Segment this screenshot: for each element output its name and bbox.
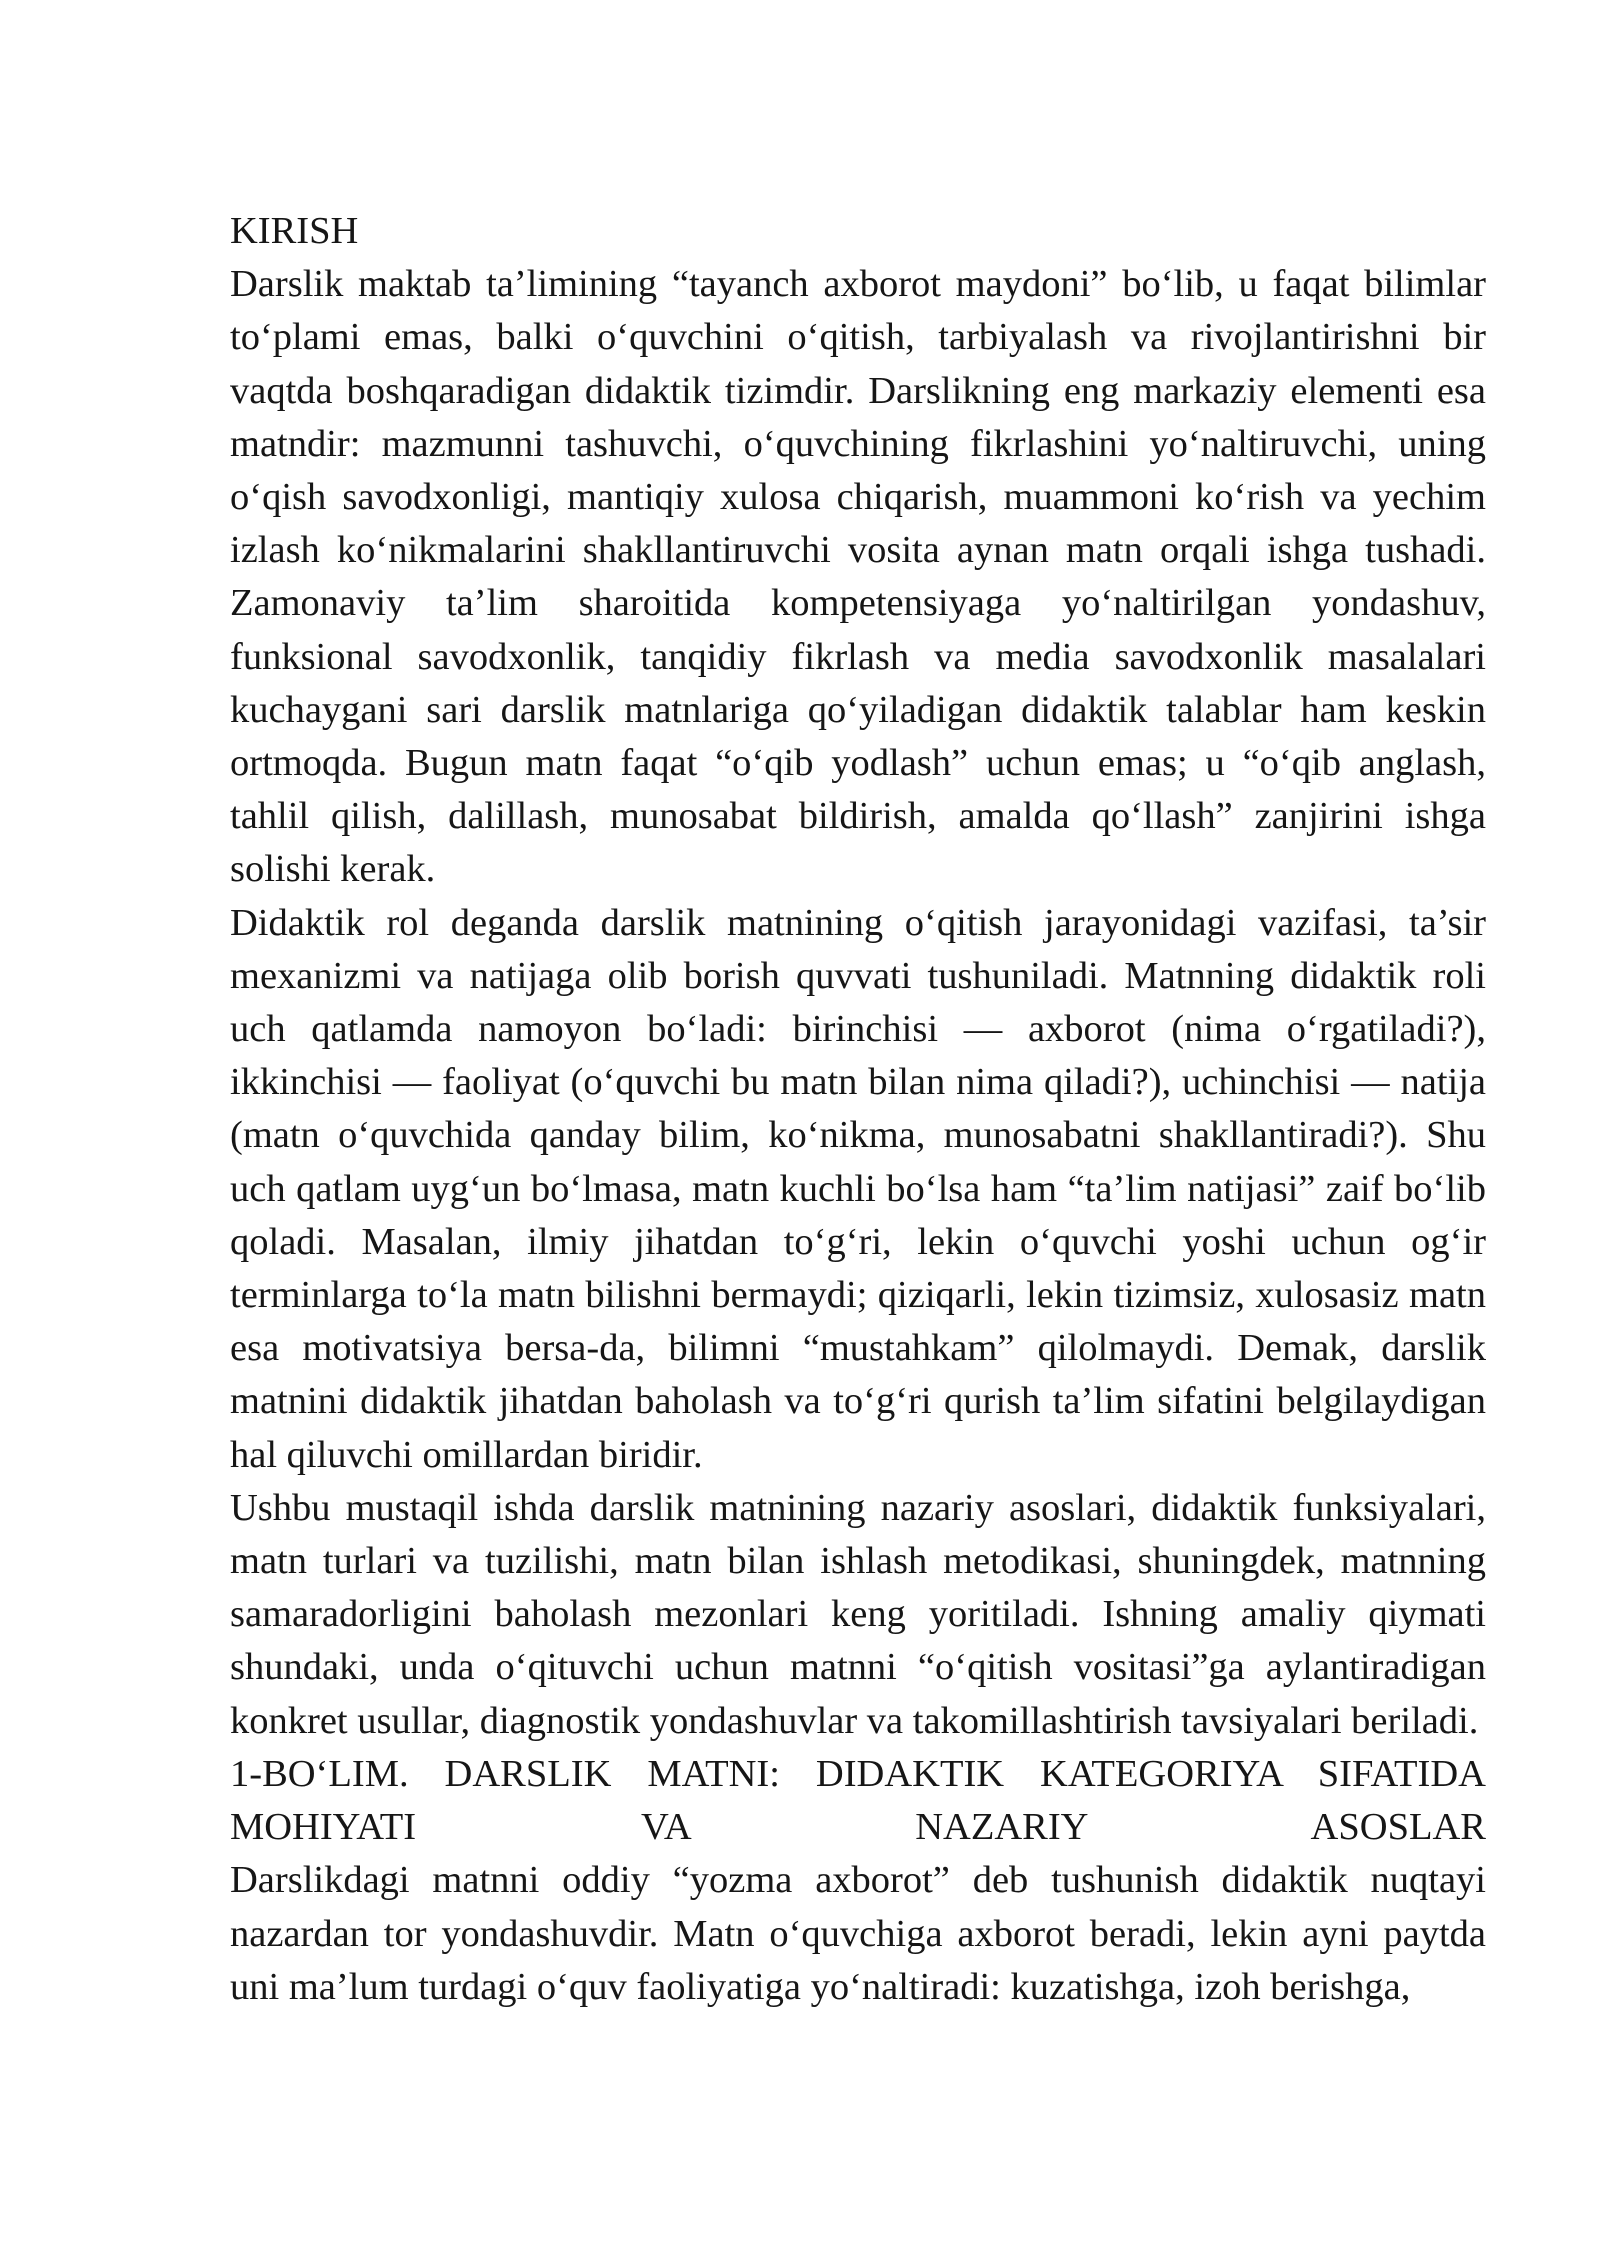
intro-heading: KIRISH — [230, 210, 359, 252]
intro-paragraph-2: Didaktik rol deganda darslik matnining o‘qitish jarayonidagi vazifasi, ta’sir mexanizmi va natijaga olib borish quvvati tushuniladi. Matnning didaktik roli uch qatlamda namoyon bo‘ladi: birinchisi — axborot (nima o‘rgatiladi?), ikkinchisi — faoliyat (o‘quvchi bu matn bilan nima qiladi?), uchinchisi — natija (matn o‘quvchida qanday bilim, ko‘nikma, munosabatni shakllantiradi?). Shu uch qatlam uyg‘un bo‘lmasa, matn kuchli bo‘lsa ham “ta’lim natijasi” zaif bo‘lib qoladi. Masalan, ilmiy jihatdan to‘g‘ri, lekin o‘quvchi yoshi uchun og‘ir terminlarga to‘la matn bilishni bermaydi; qiziqarli, lekin tizimsiz, xulosasiz matn esa motivatsiya bersa-da, bilimni “mustahkam” qilolmaydi. Demak, darslik matnini didaktik jihatdan baholash va to‘g‘ri qurish ta’lim sifatini belgilaydigan hal qiluvchi omillardan biridir. — [230, 901, 1486, 1476]
document-page — [230, 205, 1486, 2014]
section-heading: 1-BO‘LIM. DARSLIK MATNI: DIDAKTIK KATEGORIYA SIFATIDA MOHIYATI VA NAZARIY ASOSLAR — [230, 1752, 1486, 1849]
intro-paragraph-1: Darslik maktab ta’limining “tayanch axborot maydoni” bo‘lib, u faqat bilimlar to‘plami emas, balki o‘quvchini o‘qitish, tarbiyalash va rivojlantirishni bir vaqtda boshqaradigan didaktik tizimdir. Darslikning eng markaziy elementi esa matndir: mazmunni tashuvchi, o‘quvchining fikrlashini yo‘naltiruvchi, uning o‘qish savodxonligi, mantiqiy xulosa chiqarish, muammoni ko‘rish va yechim izlash ko‘nikmalarini shakllantiruvchi vosita aynan matn orqali ishga tushadi. Zamonaviy ta’lim sharoitida kompetensiyaga yo‘naltirilgan yondashuv, funksional savodxonlik, tanqidiy fikrlash va media savodxonlik masalalari kuchaygani sari darslik matnlariga qo‘yiladigan didaktik talablar ham keskin ortmoqda. Bugun matn faqat “o‘qib yodlash” uchun emas; u “o‘qib anglash, tahlil qilish, dalillash, munosabat bildirish, amalda qo‘llash” zanjirini ishga solishi kerak. — [230, 263, 1486, 891]
intro-paragraph-3: Ushbu mustaqil ishda darslik matnining nazariy asoslari, didaktik funksiyalari, matn turlari va tuzilishi, matn bilan ishlash metodikasi, shuningdek, matnning samaradorligini baholash mezonlari keng yoritiladi. Ishning amaliy qiymati shundaki, unda o‘qituvchi uchun matnni “o‘qitish vositasi”ga aylantiradigan konkret usullar, diagnostik yondashuvlar va takomillashtirish tavsiyalari beriladi. — [230, 1486, 1486, 1742]
section-paragraph: Darslikdagi matnni oddiy “yozma axborot” deb tushunish didaktik nuqtayi nazardan tor yondashuvdir. Matn o‘quvchiga axborot beradi, lekin ayni paytda uni ma’lum turdagi o‘quv faoliyatiga yo‘naltiradi: kuzatishga, izoh berishga, — [230, 1859, 1486, 2008]
